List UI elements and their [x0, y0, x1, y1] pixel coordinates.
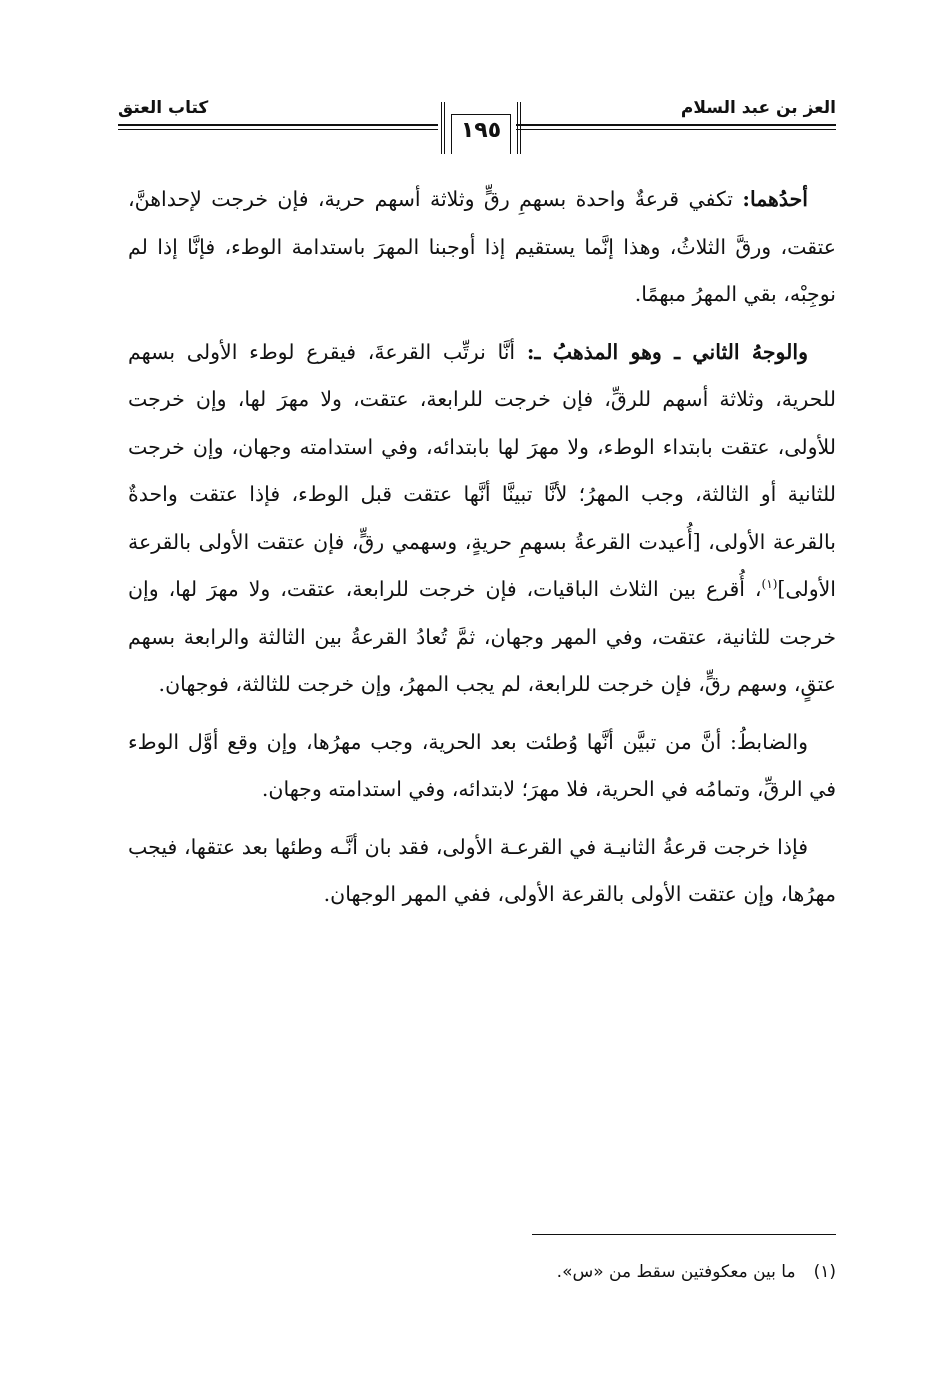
- footnote-number: (١): [813, 1262, 836, 1282]
- main-text: [128, 176, 836, 929]
- page-number: ١٩٥: [451, 114, 511, 154]
- author-running-title: العز بن عبد السلام: [680, 98, 836, 118]
- header-rule-right: [516, 124, 836, 126]
- footnote-reference[interactable]: (١): [761, 577, 778, 592]
- paragraph-text: فإذا خرجت قرعةُ الثانيـة في القرعـة الأولى، فقد بان أنَّـه وطئها بعد عتقها، فيجب مهرُها، وإن عتقت الأولى بالقرعة الأولى، ففي المهر الوجهان.: [128, 834, 836, 906]
- footnote-separator: [532, 1234, 836, 1235]
- footnote-text: ما بين معكوفتين سقط من «س».: [556, 1262, 796, 1282]
- paragraph-2: [128, 329, 836, 709]
- page-number-frame: [441, 102, 521, 154]
- paragraph-1: [128, 176, 836, 319]
- paragraph-lead: أحدُهما:: [742, 187, 808, 211]
- paragraph-text: والضابطُ: أنَّ من تبيَّن أنَّها وُطئت بعد الحرية، وجب مهرُها، وإن وقع أوَّل الوطء في الرقِّ، وتمامُه في الحرية، فلا مهرَ؛ لابتدائه، وفي استدامته وجهان.: [128, 729, 836, 801]
- paragraph-text: تكفي قرعةٌ واحدة بسهمِ رقٍّ وثلاثة أسهم حرية، فإن خرجت لإحداهنَّ، عتقت، ورقَّ الثلاثُ، وهذا إنَّما يستقيم إذا أوجبنا المهرَ باستدامة الوطء، فإنَّا إذا لم نوجِبْه، بقي المهرُ مبهمًا.: [128, 187, 836, 306]
- paragraph-text: أنَّا نرتِّب القرعةَ، فيقرع لوطء الأولى بسهم للحرية، وثلاثة أسهم للرقِّ، فإن خرجت للرابعة، عتقت، ولا مهرَ لها، وإن خرجت للأولى، عتقت بابتداء الوطء، ولا مهرَ لها بابتدائه، وفي استدامته وجهان، وإن خرجت للثانية أو الثالثة، وجب المهرُ؛ لأنَّا تبينَّا أنَّها عتقت قبل الوطء، فإذا عتقت واحدةٌ بالقرعة الأولى، [أُعيدت القرعةُ بسهمِ حريةٍ، وسهمي رقٍّ، فإن عتقت الأولى بالقرعة الأولى]: [128, 339, 836, 601]
- running-header: [118, 98, 836, 168]
- header-rule-left: [118, 124, 438, 126]
- paragraph-lead: والوجهُ الثاني ـ وهو المذهبُ ـ:: [526, 339, 808, 364]
- paragraph-3: [128, 719, 836, 814]
- paragraph-4: [128, 824, 836, 919]
- footnote: [236, 1262, 836, 1282]
- paragraph-text-continued: ، أُقرع بين الثلاث الباقيات، فإن خرجت للرابعة، عتقت، ولا مهرَ لها، وإن خرجت للثانية، عتقت، وفي المهر وجهان، ثمَّ تُعادُ القرعةُ بين الثالثة والرابعة بسهم عتقٍ، وسهم رقٍّ، فإن خرجت للرابعة، لم يجب المهرُ، وإن خرجت للثالثة، فوجهان.: [128, 577, 836, 696]
- chapter-running-title: كتاب العتق: [118, 98, 209, 118]
